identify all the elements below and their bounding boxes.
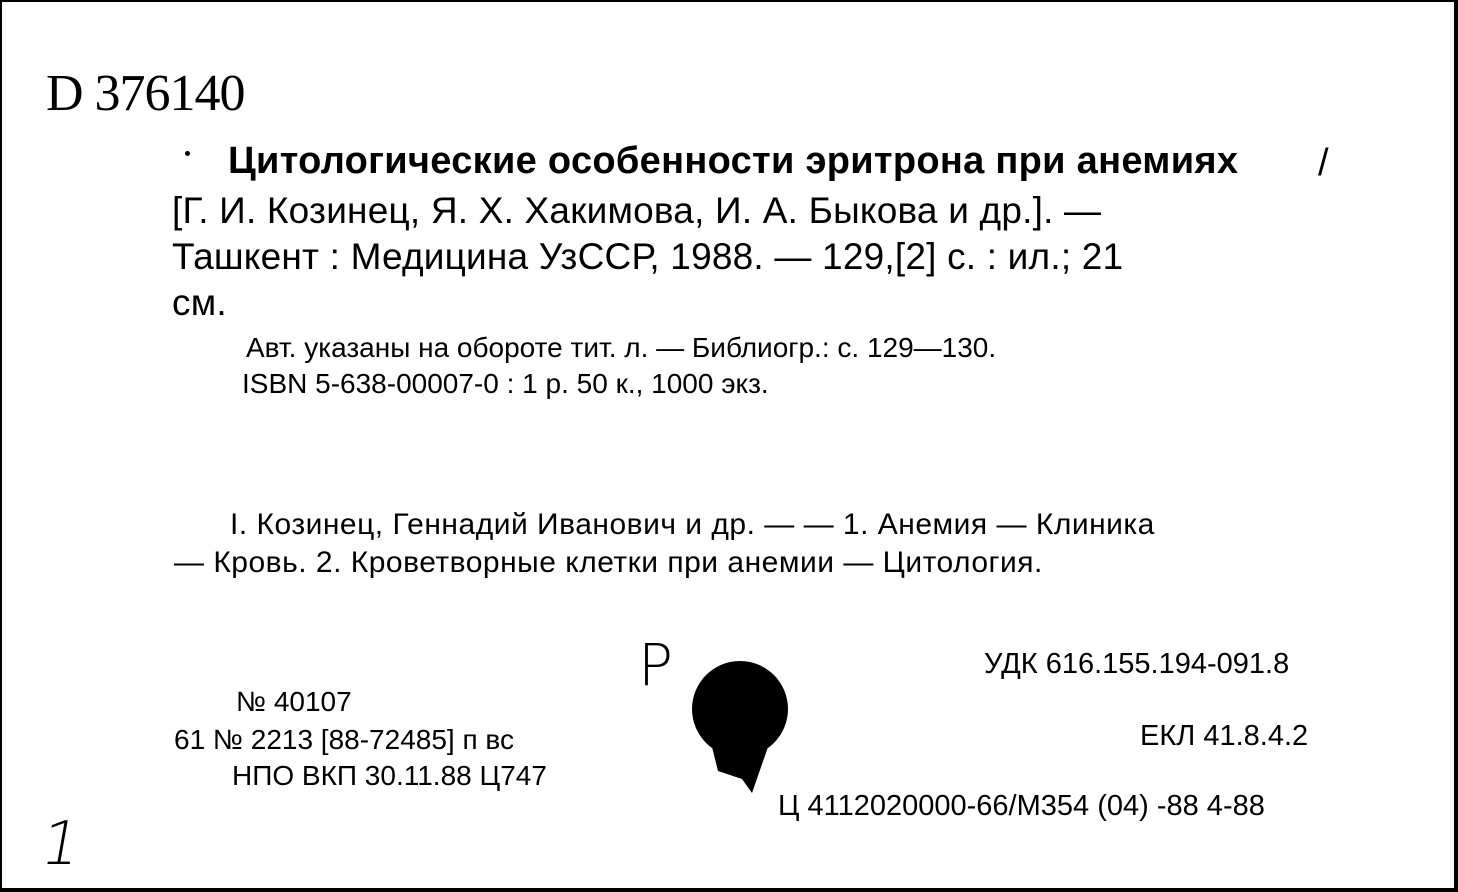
handwritten-p-mark: P [638, 631, 673, 699]
call-number: D 376140 [46, 65, 245, 122]
publication-line: Ташкент : Медицина УзССР, 1988. — 129,[2] с. : ил.; 21 [172, 236, 1124, 277]
isbn-line: ISBN 5-638-00007-0 : 1 р. 50 к., 1000 экз. [242, 368, 769, 399]
ink-speck [185, 151, 190, 156]
order-line: 61 № 2213 [88-72485] п вс [174, 724, 514, 755]
authors-line: [Г. И. Козинец, Я. Х. Хакимова, И. А. Быкова и др.]. — [172, 190, 1102, 231]
subjects-line-1: I. Козинец, Геннадий Иванович и др. — — 1. Анемия — Клиника [230, 508, 1155, 541]
eklv-code: ЕКЛ 41.8.4.2 [1140, 720, 1309, 752]
punch-hole-mark [692, 659, 802, 799]
npo-line: НПО ВКП 30.11.88 Ц747 [232, 760, 547, 791]
title-slash: / [1318, 142, 1329, 184]
card-number: № 40107 [236, 686, 352, 717]
handwritten-1-mark: 1 [35, 809, 87, 879]
catalog-card [2, 2, 1454, 888]
book-title: Цитологические особенности эритрона при анемиях [228, 140, 1239, 182]
udc-code: УДК 616.155.194-091.8 [984, 648, 1290, 680]
price-code: Ц 4112020000-66/М354 (04) -88 4-88 [778, 790, 1265, 822]
subjects-line-2: — Кровь. 2. Кроветворные клетки при анемии — Цитология. [174, 546, 1043, 579]
authors-note: Авт. указаны на обороте тит. л. — Библиогр.: с. 129—130. [246, 332, 997, 363]
size-unit: см. [172, 282, 227, 323]
